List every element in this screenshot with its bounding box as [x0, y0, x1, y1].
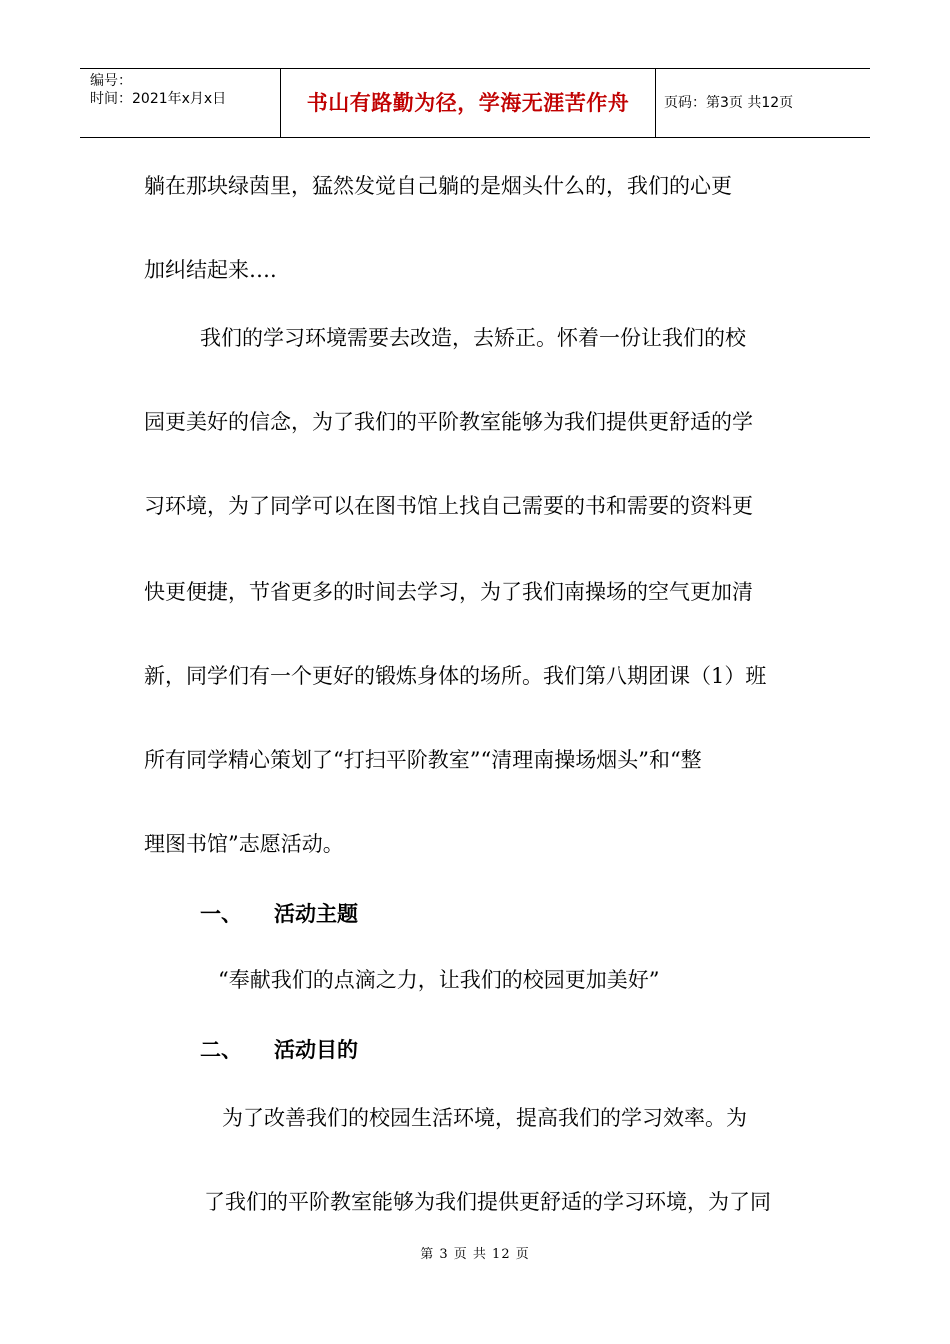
body-line-5: 习环境，为了同学可以在图书馆上找自己需要的书和需要的资料更 — [144, 494, 753, 518]
page-footer: 第 3 页 共 12 页 — [420, 1247, 530, 1262]
section-heading-2 — [200, 1036, 880, 1064]
body-line-8: 所有同学精心策划了“打扫平阶教室”“清理南操场烟头”和“整 — [144, 748, 702, 772]
section-heading-1 — [200, 900, 880, 928]
section-2-title: 活动目的 — [274, 1038, 358, 1062]
section-1-title: 活动主题 — [274, 902, 358, 926]
body-line-4: 园更美好的信念，为了我们的平阶教室能够为我们提供更舒适的学 — [144, 410, 753, 434]
section-2-number: 二、 — [200, 1038, 242, 1062]
purpose-line-1: 为了改善我们的校园生活环境，提高我们的学习效率。为 — [222, 1106, 747, 1130]
body-line-1: 躺在那块绿茵里，猛然发觉自己躺的是烟头什么的，我们的心更 — [144, 174, 732, 198]
body-line-2: 加纠结起来…. — [144, 258, 277, 282]
theme-quote: “奉献我们的点滴之力，让我们的校园更加美好” — [218, 968, 660, 992]
doc-time-label: 时间：2021年x月x日 — [90, 91, 227, 107]
header-motto: 书山有路勤为径，学海无涯苦作舟 — [280, 69, 656, 137]
body-line-9: 理图书馆”志愿活动。 — [144, 832, 344, 856]
body-line-7: 新，同学们有一个更好的锻炼身体的场所。我们第八期团课（1）班 — [144, 664, 767, 688]
header-page-info — [656, 69, 870, 137]
purpose-line-2: 了我们的平阶教室能够为我们提供更舒适的学习环境，为了同 — [204, 1190, 771, 1214]
body-line-3: 我们的学习环境需要去改造，去矫正。怀着一份让我们的校 — [200, 326, 746, 350]
doc-number-label: 编号： — [90, 73, 132, 89]
page-header — [80, 68, 870, 138]
page-info-text: 页码：第3页 共12页 — [664, 95, 794, 111]
section-1-number: 一、 — [200, 902, 242, 926]
header-meta — [80, 69, 280, 137]
body-line-6: 快更便捷，节省更多的时间去学习，为了我们南操场的空气更加清 — [144, 580, 753, 604]
